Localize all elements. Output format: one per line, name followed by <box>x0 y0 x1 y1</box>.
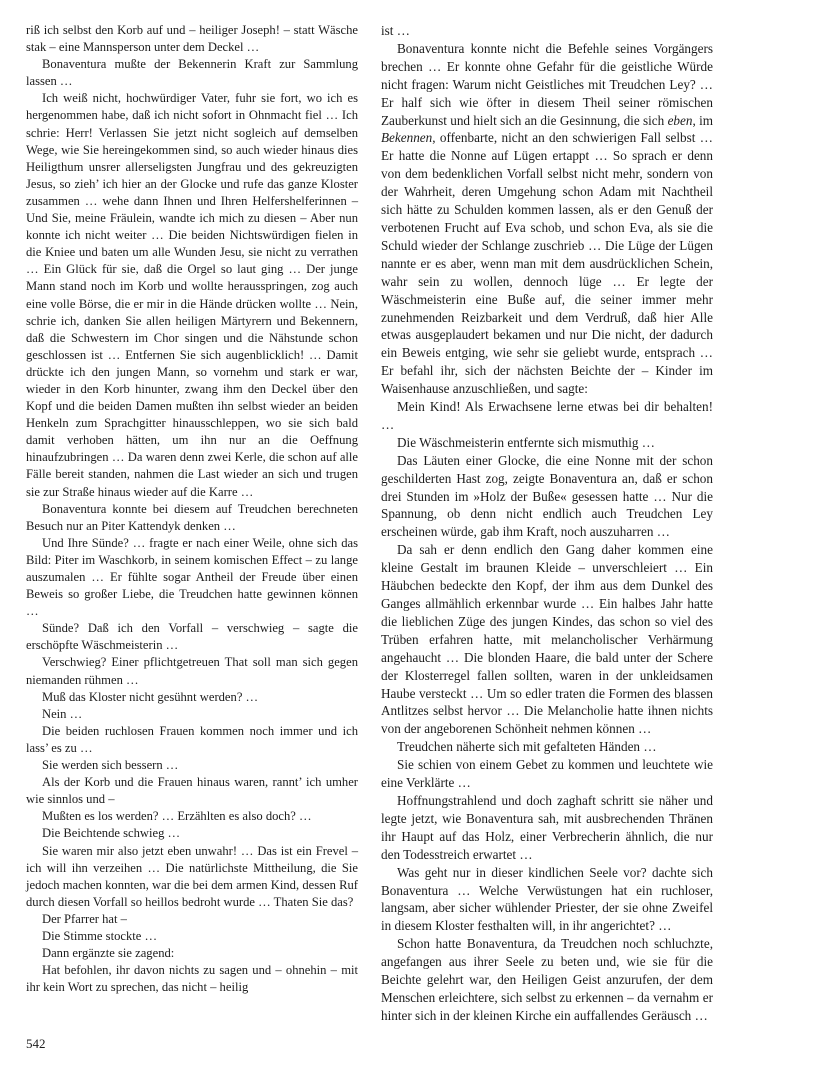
paragraph: Sünde? Daß ich den Vorfall – verschwieg – sagte die erschöpfte Wäschmeisterin … <box>26 621 358 653</box>
paragraph: Schon hatte Bonaventura, da Treudchen noch schluchzte, angefangen aus ihrer Seele zu beten und, wie sie für die Beichte gelehrt war, den Heiligen Geist anzurufen, der dem Menschen erleichtere, sich selbst zu erkennen – da vernahm er hinter sich in der kleinen Kirche ein auffallendes Geräusch … <box>381 936 713 1023</box>
paragraph: Sie schien von einem Gebet zu kommen und leuchtete wie eine Verklärte … <box>381 757 713 791</box>
paragraph: Sie waren mir also jetzt eben unwahr! … Das ist ein Frevel – ich will ihn verzeihen … Die natürlichste Mittheilung, die Sie jedoch machen konnten, war die bei dem armen Kind, dessen Ruf durch diesen Vorfall so heillos bedroht wurde … Thaten Sie das? <box>26 843 358 909</box>
paragraph: Bonaventura konnte nicht die Befehle seines Vorgängers brechen … Er konnte ohne Gefahr für die geistliche Würde nicht fragen: Warum nicht Geistliches mit Treudchen Ley? … Er half sich wie öfter in diesem Theil seiner römischen Zauberkunst und hielt sich an die Gesinnung, die sich eben, im Bekennen, offenbarte, nicht an den schwierigen Fall selbst … Er hatte die Nonne auf Lügen ertappt … So sprach er denn von dem bedenklichen Vorfall selbst nicht mehr, sondern von der Wahrheit, deren Umgehung schon Adam mit Nachtheil sich hätte zu Schulden kommen lassen, als er den Genuß der verbotenen Frucht auf Eva schob, und schon Eva, als sie die Schuld wieder der Schlange zuschrieb … Die Lüge der Lügen nannte er es aber, wenn man mit dem ausdrücklichen Schein, wahr sein zu wollen, dennoch lüge … Er legte der Wäschmeisterin eine Buße auf, die seiner immer mehr zunehmenden Reizbarkeit und dem Verdruß, daß hier Alle etwas ausgeplaudert bekamen und nur Die nicht, der dadurch ein Beweis entging, wie sehr sie geliebt wurde, entsprach … Er befahl ihr, sich der nächsten Beichte der – Kinder im Waisenhause anzuschließen, und sagte: <box>381 40 714 397</box>
paragraph: Verschwieg? Einer pflichtgetreuen That soll man sich gegen niemanden rühmen … <box>26 655 358 687</box>
paragraph: Und Ihre Sünde? … fragte er nach einer Weile, ohne sich das Bild: Piter im Waschkorb, in seinem komischen Effect – zu lange auszumalen … Er fühlte sogar Antheil der Freude über einen Beweis so großer Liebe, die Treudchen hatte gewinnen können … <box>26 535 358 619</box>
right-column <box>381 22 713 1025</box>
paragraph: Muß das Kloster nicht gesühnt werden? … <box>42 689 259 704</box>
paragraph: Mußten es los werden? … Erzählten es also doch? … <box>42 809 312 824</box>
paragraph: Dann ergänzte sie zagend: <box>42 946 175 961</box>
paragraph: Als der Korb und die Frauen hinaus waren, rannt’ ich umher wie sinnlos und – <box>26 775 358 807</box>
paragraph: Da sah er denn endlich den Gang daher kommen eine kleine Gestalt im braunen Kleide – unverschleiert … Ein Häubchen bedeckte den Kopf, der ihm aus dem Dunkel des Ganges allmählich erkennbar wurde … Ein halbes Jahr hatte die lieblichen Züge des jungen Kindes, das schon so viel des Trüben erfahren hatte, mit melancholischer Verhärmung angehaucht … Die blonden Haare, die bald unter der Schere der Klosterregel fallen sollten, waren in der unkleidsamen Haube versteckt … Um so edler traten die Formen des blassen Antlitzes selbst hervor … Die Melancholie hatte ihnen nichts von der angeborenen Schönheit nehmen können … <box>381 542 713 737</box>
paragraph: Die Stimme stockte … <box>42 928 158 943</box>
paragraph: Ich weiß nicht, hochwürdiger Vater, fuhr sie fort, wo ich es hergenommen habe, daß ich nicht sofort in Ohnmacht fiel … Ich schrie: Herr! Verlassen Sie jetzt nicht sogleich auf demselben Wege, wie Sie hereingekommen sind, so auch wieder hinaus dies Heiligthum unsrer allerseligsten Jungfrau und des gekreuzigten Jesus, so zieh’ ich hier an der Glocke und rufe das ganze Kloster zusammen … wehe dann Ihnen und Ihren Helfershelferinnen – Und Sie, meine Fräulein, wandte ich mich zu diesen – Aber nun konnte ich nicht weiter … Die beiden Nichtswürdigen fielen in die Kniee und baten um alle Wunden Jesu, sie nicht zu verrathen … Ein Glück für sie, daß die Orgel so laut ging … Der junge Mann stand noch im Korb und wollte herausspringen, zog auch eine volle Börse, die er mir in die Hände drücken wollte … Nein, schrie ich, danken Sie allen heiligen Märtyrern und Bekennern, daß die Schwestern im Chor singen und die Nähstunde schon geschlossen ist … Entfernen Sie sich augenblicklich! … Damit drückte ich den jungen Mann, so vornehm und stark er war, wieder in den Korb hinunter, zwang ihm den Deckel über den Kopf und die beiden Damen mußten ihn selbst wieder an beiden Henkeln zum Sprachgitter hinausschleppen, wo sie sich bald damit verhoben hätten, um ihn nur an die Oeffnung hinaufzubringen … Da waren denn zwei Kerle, die schon auf alle Fälle bereit standen, nahmen die Last wieder an sich und trugen sie zur Straße hinaus wieder auf die Karre … <box>26 91 358 499</box>
paragraph: Das Läuten einer Glocke, die eine Nonne mit der schon geschilderten Hast zog, zeigte Bonaventura an, daß er schon drei Stunden im »Holz der Buße« gesessen hatte … Nur die Spannung, ob denn nicht endlich auch Treudchen Ley erscheinen würde, gab ihm Kraft, noch auszuharren … <box>381 452 713 540</box>
paragraph: ist … <box>381 23 410 38</box>
page-number: 542 <box>26 1036 46 1051</box>
paragraph: Was geht nur in dieser kindlichen Seele vor? dachte sich Bonaventura … Welche Verwüstungen hat ein ruchloser, langsam, aber sicher wühlender Priester, der sie ohne Zweifel in diesem Kloster festhalten will, in ihr angerichtet? … <box>381 864 713 934</box>
paragraph: Bonaventura konnte bei diesem auf Treudchen berechneten Besuch nur an Piter Kattendyk denken … <box>26 501 358 533</box>
paragraph: Mein Kind! Als Erwachsene lerne etwas bei dir behalten! … <box>381 399 713 432</box>
paragraph: Der Pfarrer hat – <box>42 911 127 926</box>
paragraph: Treudchen näherte sich mit gefalteten Händen … <box>397 739 657 755</box>
paragraph: Die beiden ruchlosen Frauen kommen noch immer und ich lass’ es zu … <box>26 723 358 755</box>
paragraph: Hat befohlen, ihr davon nichts zu sagen und – ohnehin – mit ihr kein Wort zu sprechen, das nicht – heilig <box>26 963 358 995</box>
paragraph: Nein … <box>42 706 83 721</box>
paragraph: riß ich selbst den Korb auf und – heiliger Joseph! – statt Wäsche stak – eine Mannsperson unter dem Deckel … <box>26 23 358 55</box>
paragraph: Sie werden sich bessern … <box>42 758 179 773</box>
paragraph: Hoffnungstrahlend und doch zaghaft schritt sie näher und legte jetzt, wie Bonaventura sah, mit ausbrechenden Thränen ihr Haupt auf das Holz, einer Verbrecherin ähnlich, die nur den Todesstreich erwartet … <box>381 792 713 862</box>
paragraph: Die Wäschmeisterin entfernte sich mismuthig … <box>397 434 655 450</box>
paragraph: Die Beichtende schwieg … <box>42 826 181 841</box>
left-column <box>26 22 358 996</box>
paragraph: Bonaventura mußte der Bekennerin Kraft zur Sammlung lassen … <box>26 57 358 89</box>
